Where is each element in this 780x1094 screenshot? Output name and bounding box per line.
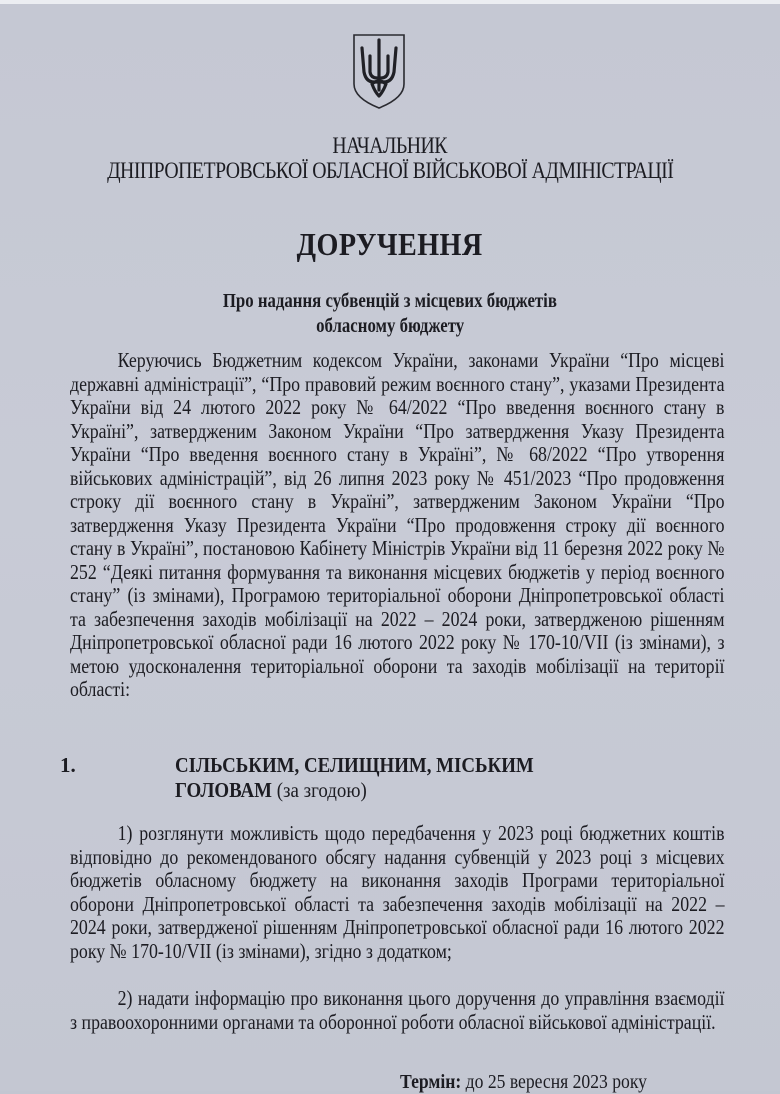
intro-paragraph-wrap	[70, 349, 725, 702]
point-2-paragraph: 2) надати інформацію про виконання цього доручення до управління взаємодії з правоохоронними органами та оборонної роботи обласної військової адміністрації.	[70, 986, 725, 1034]
deadline-value: до 25 вересня 2023 року	[465, 1071, 647, 1093]
item-addressee-line-2-text: ГОЛОВАМ	[175, 778, 273, 802]
point-2-wrap	[70, 987, 725, 1034]
header-organization	[0, 157, 780, 185]
point-1-wrap	[70, 822, 725, 963]
document-title-text: ДОРУЧЕННЯ	[296, 226, 483, 262]
point-1-paragraph: 1) розглянути можливість щодо передбачення у 2023 році бюджетних коштів відповідно до рекомендованого обсягу надання субвенцій у 2023 році з місцевих бюджетів обласному бюджету на виконання заходів Програми територіальної оборони Дніпропетровської області та забезпечення заходів мобілізації на 2022 – 2024 роки, затвердженої рішенням Дніпропетровської обласної ради 16 лютого 2022 року № 170-10/VII (із змінами), згідно з додатком;	[70, 821, 725, 963]
intro-paragraph: Керуючись Бюджетним кодексом України, законами України “Про місцеві державні адміністрації”, “Про правовий режим воєнного стану”, указами Президента України від 24 лютого 2022 року № 64/2022 “Про введення воєнного стану в Україні”, затвердженим Законом України “Про затвердження Указу Президента України “Про введення воєнного стану в Україні”, № 68/2022 “Про утворення військових адміністрацій”, від 26 липня 2023 року № 451/2023 “Про продовження строку дії воєнного стану в Україні”, затвердженим Законом України “Про затвердження Указу Президента України “Про продовження строку дії воєнного стану в Україні”, постановою Кабінету Міністрів України від 11 березня 2022 року № 252 “Деякі питання формування та виконання місцевих бюджетів у період воєнного стану” (із змінами), Програмою територіальної оборони Дніпропетровської області та забезпечення заходів мобілізації на 2022 – 2024 роки, затвердженою рішенням Дніпропетровської обласної ради 16 лютого 2022 року № 170-10/VII (із змінами), з метою удосконалення територіальної оборони та заходів мобілізації на території області:	[70, 348, 725, 701]
subject-line-2	[0, 313, 780, 339]
item-number: 1.	[60, 753, 76, 777]
deadline-label: Термін:	[400, 1071, 462, 1093]
item-addressee	[175, 753, 534, 803]
header-position	[0, 132, 780, 160]
item-addressee-line-1: СІЛЬСЬКИМ, СЕЛИЩНИМ, МІСЬКИМ	[175, 753, 534, 777]
item-addressee-line-2	[175, 778, 534, 803]
subject-line-2-text: обласному бюджету	[315, 315, 465, 337]
item-addressee-note: (за згодою)	[276, 778, 367, 802]
header-position-text: НАЧАЛЬНИК	[332, 133, 448, 158]
document-page	[0, 4, 780, 1091]
coat-of-arms-of-ukraine-icon	[350, 32, 408, 110]
document-title	[0, 226, 780, 263]
subject-line-1-text: Про надання субвенцій з місцевих бюджетів	[222, 290, 558, 312]
subject-line-1	[0, 288, 780, 314]
header-organization-text: ДНІПРОПЕТРОВСЬКОЇ ОБЛАСНОЇ ВІЙСЬКОВОЇ АДМІНІСТРАЦІЇ	[106, 158, 674, 183]
